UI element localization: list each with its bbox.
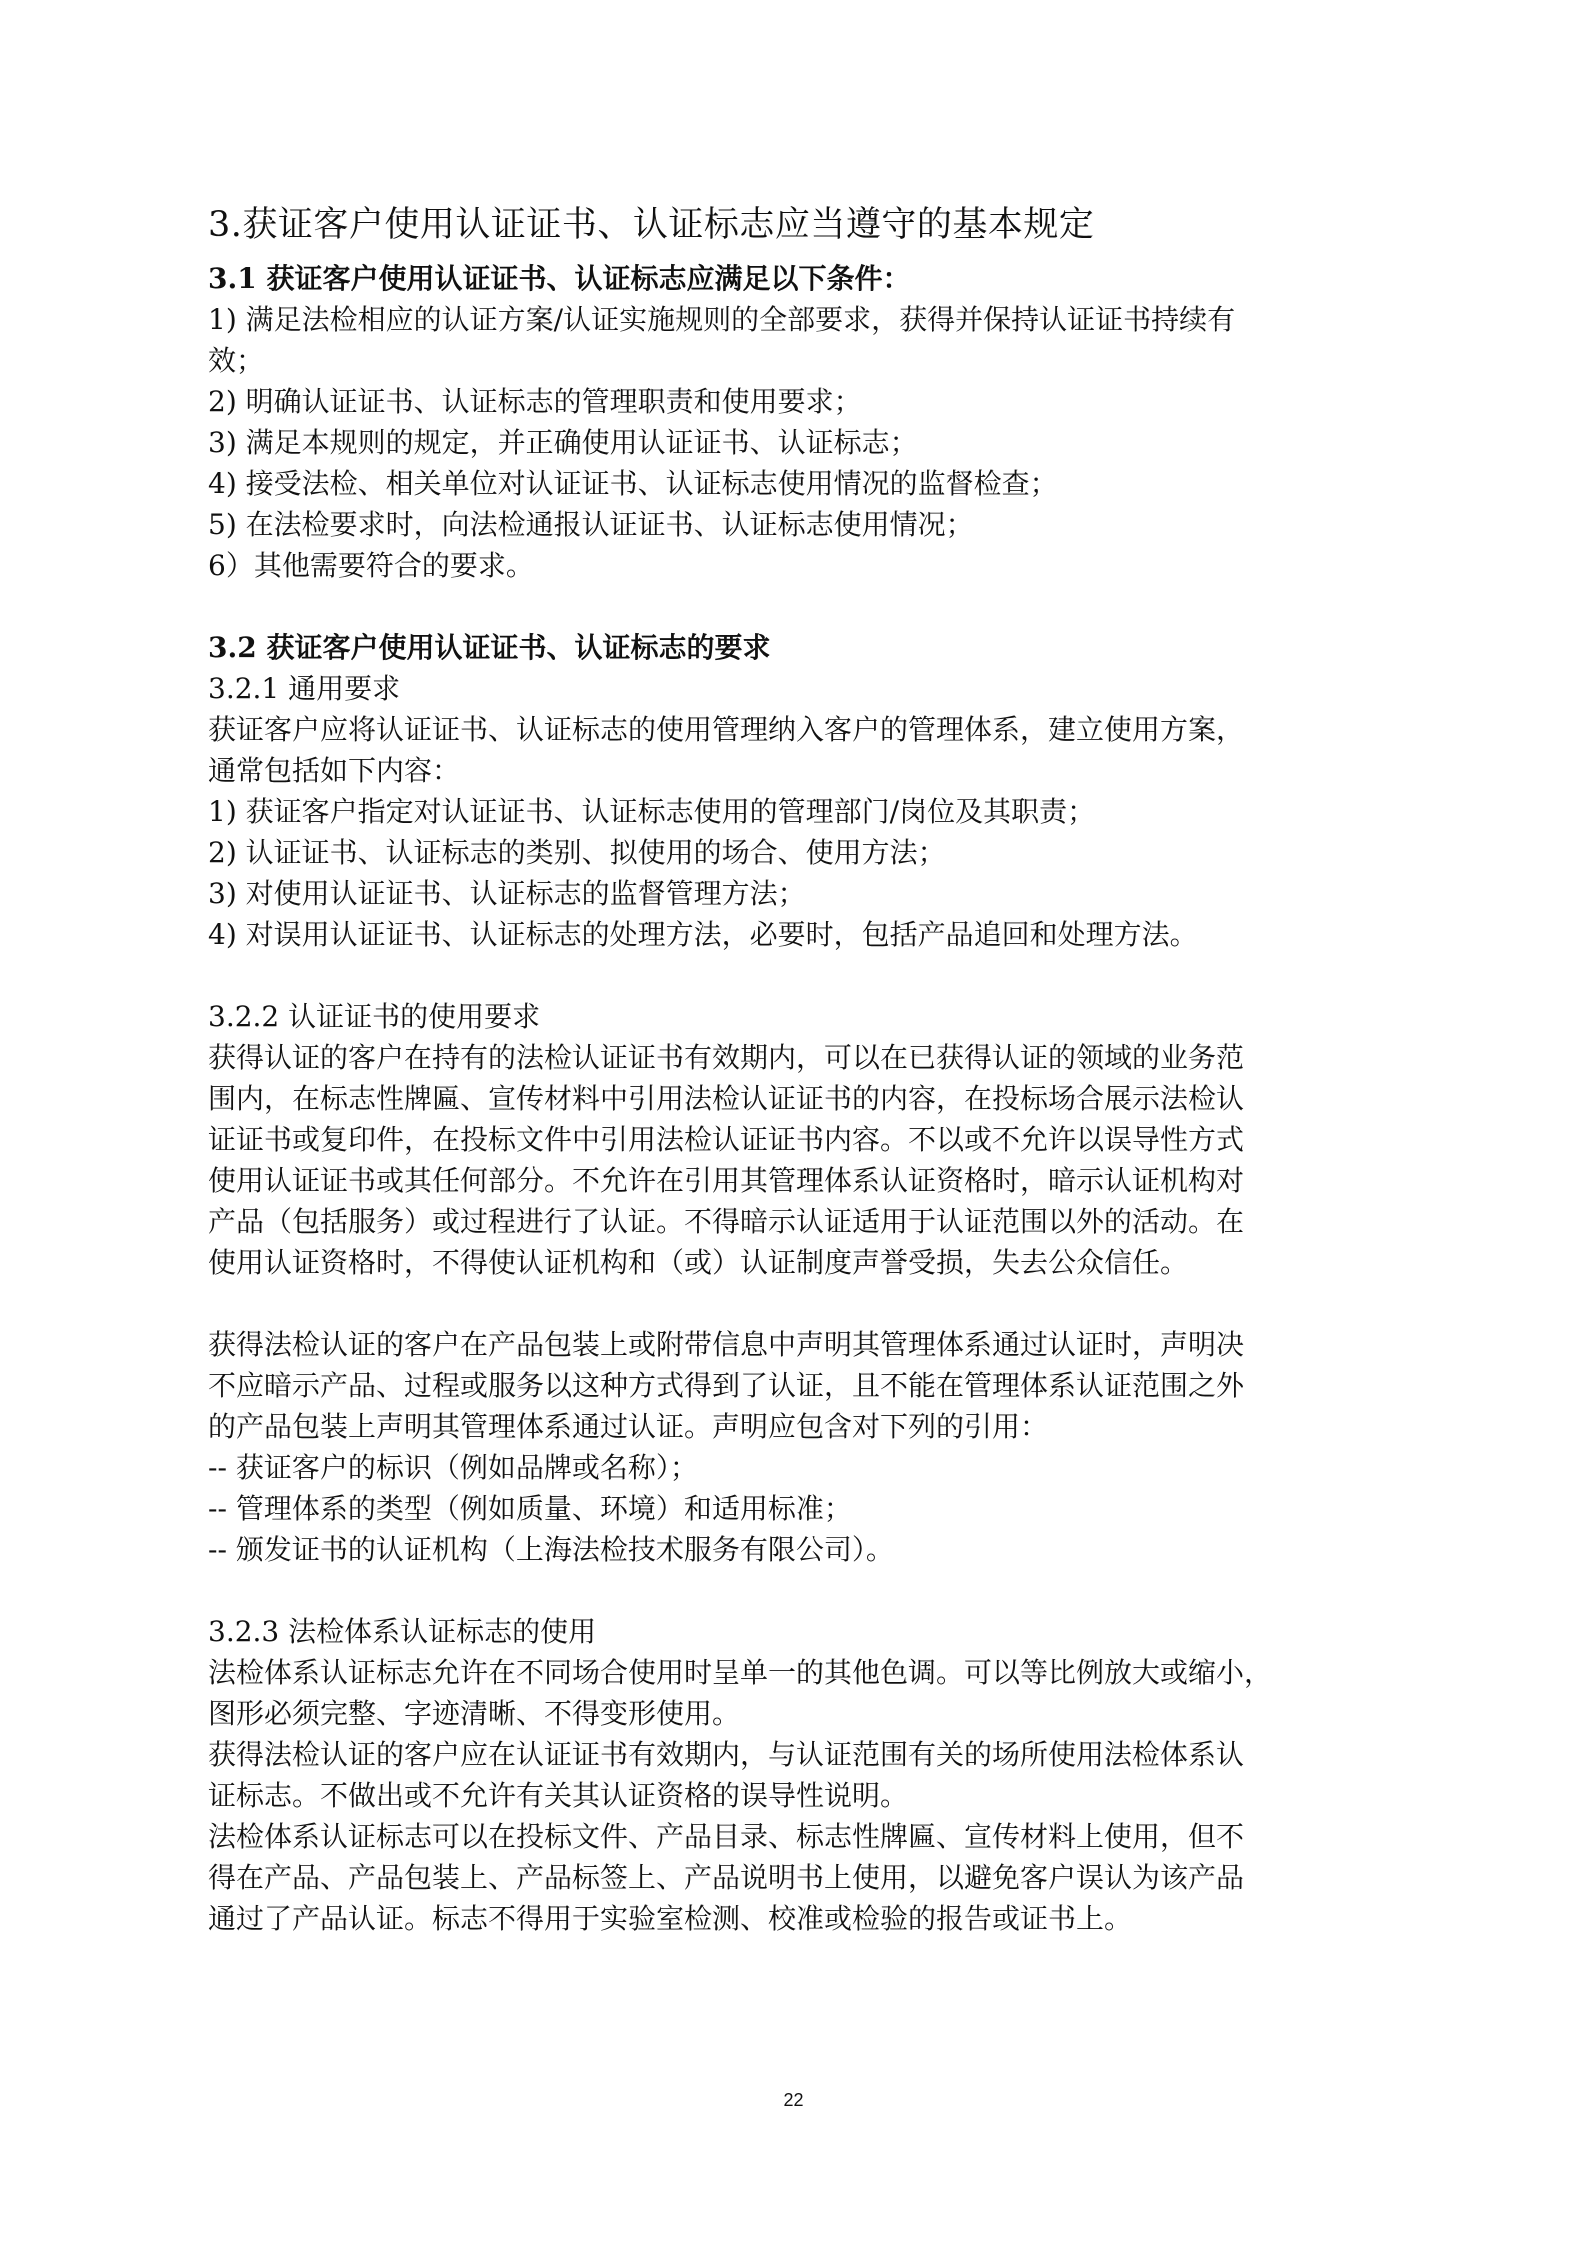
list-item: 4) 对误用认证证书、认证标志的处理方法，必要时，包括产品追回和处理方法。 xyxy=(208,918,1198,951)
spacer xyxy=(208,586,1418,627)
list-item: 3) 对使用认证证书、认证标志的监督管理方法； xyxy=(208,877,806,910)
paragraph-line: 证证书或复印件，在投标文件中引用法检认证证书内容。不以或不允许以误导性方式 xyxy=(208,1123,1245,1156)
paragraph-line: 法检体系认证标志可以在投标文件、产品目录、标志性牌匾、宣传材料上使用，但不 xyxy=(208,1820,1245,1853)
paragraph-line: 图形必须完整、字迹清晰、不得变形使用。 xyxy=(208,1697,741,1730)
paragraph-line: 通过了产品认证。标志不得用于实验室检测、校准或检验的报告或证书上。 xyxy=(208,1902,1133,1935)
list-item: 6）其他需要符合的要求。 xyxy=(208,549,534,582)
paragraph-line: 的产品包装上声明其管理体系通过认证。声明应包含对下列的引用： xyxy=(208,1410,1049,1443)
list-item: 1) 满足法检相应的认证方案/认证实施规则的全部要求，获得并保持认证证书持续有 xyxy=(208,303,1236,336)
paragraph-line: 获得认证的客户在持有的法检认证证书有效期内，可以在已获得认证的领域的业务范 xyxy=(208,1041,1245,1074)
paragraph-line: 使用认证资格时，不得使认证机构和（或）认证制度声誉受损，失去公众信任。 xyxy=(208,1246,1189,1279)
paragraph-line: 获得法检认证的客户应在认证证书有效期内，与认证范围有关的场所使用法检体系认 xyxy=(208,1738,1245,1771)
list-item: -- 颁发证书的认证机构（上海法检技术服务有限公司）。 xyxy=(208,1533,894,1566)
page-number: 22 xyxy=(783,2090,804,2110)
list-item: -- 获证客户的标识（例如品牌或名称）； xyxy=(208,1451,698,1484)
paragraph-line: 使用认证证书或其任何部分。不允许在引用其管理体系认证资格时，暗示认证机构对 xyxy=(208,1164,1245,1197)
list-item: 2) 认证证书、认证标志的类别、拟使用的场合、使用方法； xyxy=(208,836,946,869)
subsection-title-3-2: 3.2 获证客户使用认证证书、认证标志的要求 xyxy=(208,631,771,664)
spacer xyxy=(208,1283,1418,1324)
paragraph-line: 证标志。不做出或不允许有关其认证资格的误导性说明。 xyxy=(208,1779,909,1812)
section-heading: 3.获证客户使用认证证书、认证标志应当遵守的基本规定 xyxy=(208,205,1095,245)
paragraph-line: 通常包括如下内容： xyxy=(208,754,461,787)
list-item: 4) 接受法检、相关单位对认证证书、认证标志使用情况的监督检查； xyxy=(208,467,1058,500)
spacer xyxy=(208,955,1418,996)
paragraph-line: 得在产品、产品包装上、产品标签上、产品说明书上使用，以避免客户误认为该产品 xyxy=(208,1861,1245,1894)
paragraph-line: 产品（包括服务）或过程进行了认证。不得暗示认证适用于认证范围以外的活动。在 xyxy=(208,1205,1245,1238)
subsection-title-3-2-2: 3.2.2 认证证书的使用要求 xyxy=(208,1000,541,1033)
list-item: -- 管理体系的类型（例如质量、环境）和适用标准； xyxy=(208,1492,852,1525)
subsection-title-3-2-1: 3.2.1 通用要求 xyxy=(208,672,401,705)
paragraph-line: 获得法检认证的客户在产品包装上或附带信息中声明其管理体系通过认证时，声明决 xyxy=(208,1328,1245,1361)
paragraph-line: 获证客户应将认证证书、认证标志的使用管理纳入客户的管理体系，建立使用方案， xyxy=(208,713,1245,746)
spacer xyxy=(208,1570,1418,1611)
paragraph-line: 围内，在标志性牌匾、宣传材料中引用法检认证证书的内容，在投标场合展示法检认 xyxy=(208,1082,1245,1115)
subsection-title-3-1: 3.1 获证客户使用认证证书、认证标志应满足以下条件： xyxy=(208,262,911,295)
subsection-title-3-2-3: 3.2.3 法检体系认证标志的使用 xyxy=(208,1615,597,1648)
document-body xyxy=(208,200,1418,1939)
list-item: 2) 明确认证证书、认证标志的管理职责和使用要求； xyxy=(208,385,862,418)
paragraph-line: 不应暗示产品、过程或服务以这种方式得到了认证，且不能在管理体系认证范围之外 xyxy=(208,1369,1245,1402)
paragraph-line: 法检体系认证标志允许在不同场合使用时呈单一的其他色调。可以等比例放大或缩小， xyxy=(208,1656,1273,1689)
list-item: 效； xyxy=(208,344,265,377)
list-item: 3) 满足本规则的规定，并正确使用认证证书、认证标志； xyxy=(208,426,918,459)
list-item: 5) 在法检要求时，向法检通报认证证书、认证标志使用情况； xyxy=(208,508,974,541)
list-item: 1) 获证客户指定对认证证书、认证标志使用的管理部门/岗位及其职责； xyxy=(208,795,1096,828)
